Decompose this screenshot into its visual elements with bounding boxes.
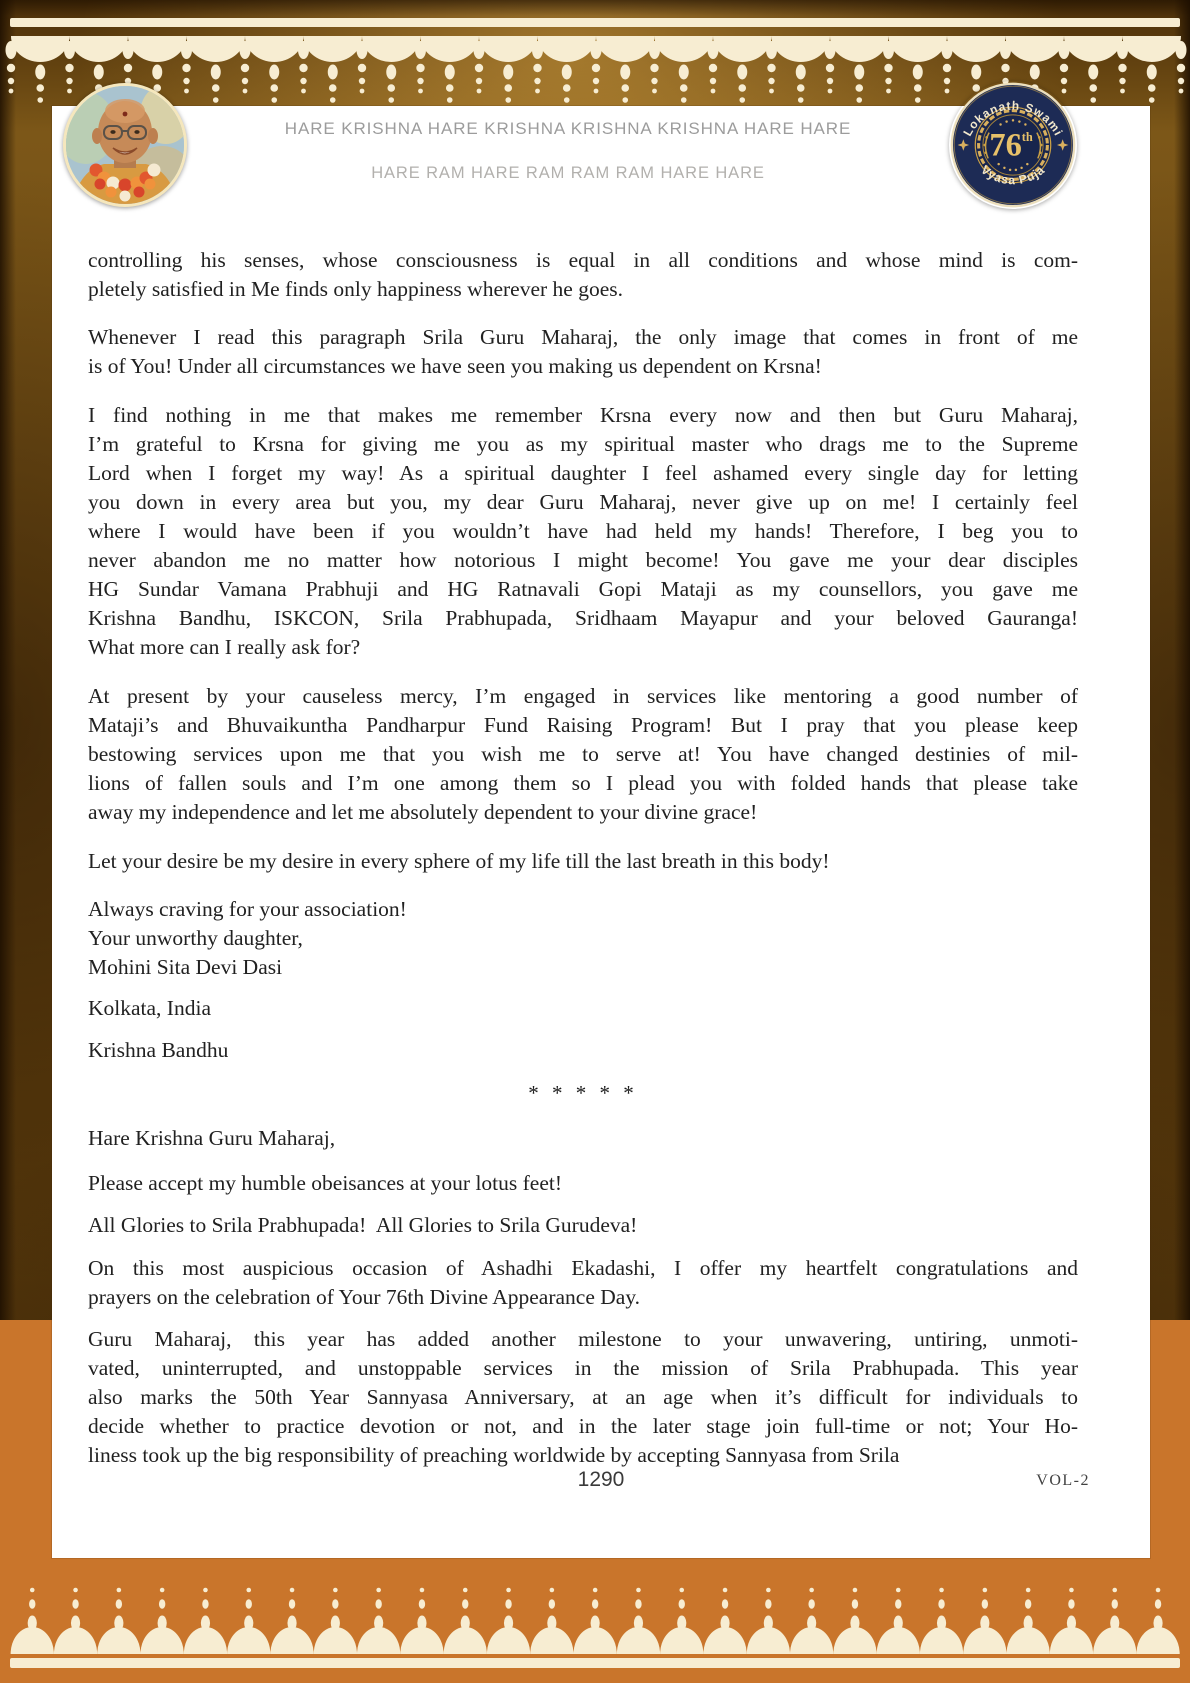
mantra-line-2: HARE RAM HARE RAM RAM RAM HARE HARE [371, 164, 765, 182]
letter-paragraph [88, 401, 1078, 662]
letter-line: I’m grateful to Krsna for giving me you as my spiritual master who drags me to the Supreme [88, 432, 1078, 456]
bottom-scallop-border [0, 1558, 1190, 1683]
letter-line: What more can I really ask for? [88, 635, 361, 659]
letter-line: away my independence and let me absolutely dependent to your divine grace! [88, 800, 758, 824]
letter-paragraph [88, 1211, 1078, 1240]
letter-line: Kolkata, India [88, 996, 211, 1020]
letter-body [88, 246, 1078, 1470]
letter-page [52, 106, 1150, 1558]
guru-portrait-photo [63, 83, 187, 207]
letter-line: you down in every area but you, my dear Guru Maharaj, never give up on me! I certainly feel [88, 490, 1078, 514]
letter-line: At present by your causeless mercy, I’m engaged in services like mentoring a good number of [88, 684, 1078, 708]
letter-line: Your unworthy daughter, [88, 926, 303, 950]
letter-line: liness took up the big responsibility of preaching worldwide by accepting Sannyasa from Srila [88, 1443, 900, 1467]
letter-line: Whenever I read this paragraph Srila Guru Maharaj, the only image that comes in front of me [88, 325, 1078, 349]
guru-portrait-illustration [66, 86, 184, 204]
letter-paragraph [88, 1169, 1078, 1198]
letter-paragraph [88, 682, 1078, 827]
volume-label: VOL-2 [1036, 1472, 1090, 1489]
letter-line: Guru Maharaj, this year has added another milestone to your unwavering, untiring, unmoti- [88, 1327, 1078, 1351]
letter-line: All Glories to Srila Prabhupada! All Glories to Srila Gurudeva! [88, 1213, 638, 1237]
letter-line: Lord when I forget my way! As a spiritual daughter I feel ashamed every single day for letting [88, 461, 1078, 485]
letter-line: where I would have been if you wouldn’t have had held my hands! Therefore, I beg you to [88, 519, 1078, 543]
letter-line: Let your desire be my desire in every sphere of my life till the last breath in this body! [88, 849, 830, 873]
badge-number: 76th [989, 127, 1033, 164]
badge-bottom-text: Vyasa Puja [978, 162, 1048, 188]
letter-line: Krishna Bandhu, ISKCON, Srila Prabhupada, Sridhaam Mayapur and your beloved Gauranga! [88, 606, 1078, 630]
letter-paragraph [88, 323, 1078, 381]
letter-paragraph [88, 847, 1078, 876]
letter-line: also marks the 50th Year Sannyasa Anniversary, at an age when it’s difficult for individuals to [88, 1385, 1078, 1409]
letter-paragraph [88, 246, 1078, 304]
badge-top-text: Lokanath Swami [960, 98, 1066, 139]
letter-line: is of You! Under all circumstances we have seen you making us dependent on Krsna! [88, 354, 822, 378]
letter-line: bestowing services upon me that you wish me to serve at! You have changed destinies of mil- [88, 742, 1078, 766]
letter-line: never abandon me no matter how notorious I might become! You gave me your dear disciples [88, 548, 1078, 572]
page-number: 1290 [577, 1468, 625, 1491]
letter-paragraph [88, 1254, 1078, 1312]
signature-location [88, 994, 1078, 1023]
mantra-line-1: HARE KRISHNA HARE KRISHNA KRISHNA KRISHNA HARE HARE [284, 119, 852, 138]
letter-line: Krishna Bandhu [88, 1038, 229, 1062]
letter-line: decide whether to practice devotion or not, and in the later stage join full-time or not; Your Ho- [88, 1414, 1078, 1438]
letter-line: Always craving for your association! [88, 897, 407, 921]
letter-line: pletely satisfied in Me finds only happiness wherever he goes. [88, 277, 623, 301]
letter-line: Mataji’s and Bhuvaikuntha Pandharpur Fund Raising Program! But I pray that you please keep [88, 713, 1078, 737]
section-separator: * * * * * [528, 1081, 638, 1105]
letter-line: HG Sundar Vamana Prabhuji and HG Ratnavali Gopi Mataji as my counsellors, you gave me [88, 577, 1078, 601]
letter-line: Hare Krishna Guru Maharaj, [88, 1126, 336, 1150]
letter-salutation [88, 1124, 1078, 1153]
letter-line: I find nothing in me that makes me remember Krsna every now and then but Guru Maharaj, [88, 403, 1078, 427]
letter-line: Please accept my humble obeisances at your lotus feet! [88, 1171, 563, 1195]
letter-line: Mohini Sita Devi Dasi [88, 955, 283, 979]
letter-line: lions of fallen souls and I’m one among them so I plead you with folded hands that please take [88, 771, 1078, 795]
letter-line: vated, uninterrupted, and unstoppable services in the mission of Srila Prabhupada. This year [88, 1356, 1078, 1380]
letter-line: On this most auspicious occasion of Ashadhi Ekadashi, I offer my heartfelt congratulations and [88, 1256, 1078, 1280]
vyasa-puja-badge [949, 81, 1077, 209]
letter-paragraph [88, 1325, 1078, 1470]
letter-line: prayers on the celebration of Your 76th Divine Appearance Day. [88, 1285, 641, 1309]
signature-block [88, 895, 1078, 982]
signature-name [88, 1036, 1078, 1065]
letter-line: controlling his senses, whose consciousness is equal in all conditions and whose mind is com- [88, 248, 1078, 272]
